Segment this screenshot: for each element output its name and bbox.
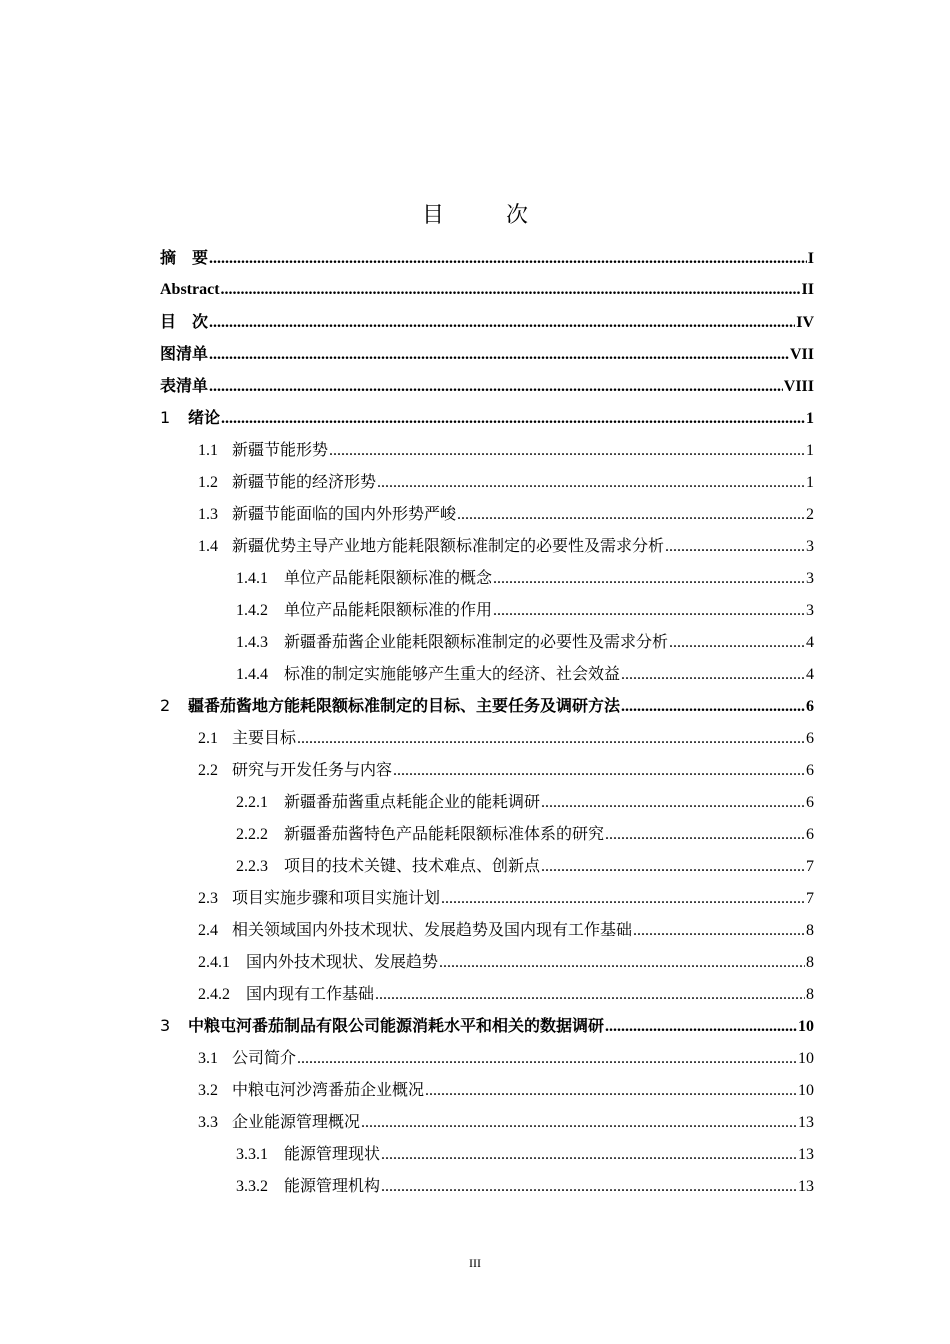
toc-entry-title: 标准的制定实施能够产生重大的经济、社会效益: [284, 664, 621, 683]
dot-leader: [381, 1139, 797, 1171]
toc-entry[interactable]: [160, 402, 814, 434]
toc-entry-number: 1: [160, 408, 171, 427]
toc-entry-title: 新疆节能面临的国内外形势严峻: [232, 504, 457, 523]
toc-entry-page: 2: [806, 506, 814, 523]
dot-leader: [457, 499, 805, 531]
toc-entry-page: 6: [806, 794, 814, 811]
dot-leader: [209, 307, 795, 339]
toc-entry-number: 2.3: [198, 890, 218, 907]
toc-entry[interactable]: [160, 498, 814, 530]
toc-entry[interactable]: [160, 882, 814, 914]
toc-entry[interactable]: [160, 914, 814, 946]
toc-entry[interactable]: [160, 1106, 814, 1138]
toc-entry-page: IV: [796, 314, 814, 331]
toc-entry-title: 新疆番茄酱重点耗能企业的能耗调研: [284, 792, 541, 811]
toc-entry-title: 单位产品能耗限额标准的作用: [284, 600, 493, 619]
toc-entry-page: 13: [798, 1178, 814, 1195]
toc-entry-page: 8: [806, 922, 814, 939]
toc-entry-number: 1.4.2: [236, 602, 268, 619]
toc-entry-page: VII: [789, 346, 814, 363]
toc-entry-number: 1.1: [198, 442, 218, 459]
toc-entry-title: 新疆优势主导产业地方能耗限额标准制定的必要性及需求分析: [232, 536, 665, 555]
dot-leader: [221, 274, 801, 306]
page-number: III: [469, 1256, 481, 1270]
dot-leader: [439, 947, 805, 979]
dot-leader: [621, 691, 805, 723]
dot-leader: [541, 851, 805, 883]
dot-leader: [375, 979, 805, 1011]
toc-entry-page: I: [807, 250, 814, 267]
toc-entry[interactable]: [160, 306, 814, 338]
toc-entry-page: 1: [806, 442, 814, 459]
toc-entry-page: 1: [806, 410, 814, 427]
toc-entry-page: 6: [806, 698, 814, 715]
toc-entry-page: 8: [806, 986, 814, 1003]
toc-entry-number: 1.4.4: [236, 666, 268, 683]
toc-entry-page: 8: [806, 954, 814, 971]
dot-leader: [377, 467, 805, 499]
toc-entry-number: 2.1: [198, 730, 218, 747]
toc-entry[interactable]: [160, 370, 814, 402]
dot-leader: [297, 1043, 797, 1075]
toc-entry-number: 1.4: [198, 538, 218, 555]
toc-entry-page: 4: [806, 634, 814, 651]
toc-entry-title: 图清单: [160, 344, 209, 363]
toc-entry-number: 2.4: [198, 922, 218, 939]
toc-entry[interactable]: [160, 690, 814, 722]
toc-entry[interactable]: [160, 754, 814, 786]
toc-entry-page: 13: [798, 1114, 814, 1131]
dot-leader: [381, 1171, 797, 1203]
toc-entry[interactable]: [160, 1170, 814, 1202]
toc-entry-title: 项目实施步骤和项目实施计划: [232, 888, 441, 907]
toc-entry[interactable]: [160, 466, 814, 498]
toc-entry[interactable]: [160, 786, 814, 818]
toc-entry-page: 7: [806, 890, 814, 907]
toc-entry[interactable]: [160, 818, 814, 850]
dot-leader: [493, 563, 805, 595]
dot-leader: [441, 883, 805, 915]
toc-entry[interactable]: [160, 338, 814, 370]
toc-entry-page: 10: [798, 1018, 814, 1035]
toc-entry[interactable]: [160, 1074, 814, 1106]
dot-leader: [209, 243, 807, 275]
toc-entry[interactable]: [160, 434, 814, 466]
toc-entry-number: 3.2: [198, 1082, 218, 1099]
toc-entry-title: 绪论: [188, 408, 221, 427]
toc-entry-number: 1.2: [198, 474, 218, 491]
toc-entry-number: 3.3.1: [236, 1146, 268, 1163]
toc-entry-title: 表清单: [160, 376, 209, 395]
toc-entry-title: 能源管理现状: [284, 1144, 381, 1163]
toc-entry-title: 企业能源管理概况: [232, 1112, 361, 1131]
dot-leader: [297, 723, 805, 755]
toc-entry-number: 2.2.2: [236, 826, 268, 843]
toc-entry[interactable]: [160, 850, 814, 882]
dot-leader: [493, 595, 805, 627]
toc-entry-page: 3: [806, 570, 814, 587]
toc-entry-page: 6: [806, 730, 814, 747]
toc-entry-title: 新疆节能形势: [232, 440, 329, 459]
toc-entry-number: 2.2.3: [236, 858, 268, 875]
toc-entry[interactable]: [160, 1010, 814, 1042]
toc-entry-number: 1.4.3: [236, 634, 268, 651]
toc-entry-title: 新疆番茄酱特色产品能耗限额标准体系的研究: [284, 824, 605, 843]
toc-entry[interactable]: [160, 1042, 814, 1074]
toc-entry-title: 研究与开发任务与内容: [232, 760, 393, 779]
toc-entry[interactable]: [160, 946, 814, 978]
toc-entry-page: 3: [806, 538, 814, 555]
dot-leader: [393, 755, 805, 787]
toc-entry-page: VIII: [783, 378, 814, 395]
toc-entry[interactable]: [160, 978, 814, 1010]
toc-entry-page: 10: [798, 1082, 814, 1099]
toc-entry[interactable]: [160, 658, 814, 690]
dot-leader: [425, 1075, 797, 1107]
toc-title: 目 次: [421, 203, 548, 228]
toc-entry-number: 3.3: [198, 1114, 218, 1131]
toc-entry-page: 7: [806, 858, 814, 875]
toc-entry-title: 摘 要: [160, 248, 209, 267]
toc-entry-title: 相关领域国内外技术现状、发展趋势及国内现有工作基础: [232, 920, 633, 939]
toc-entry-number: 3.1: [198, 1050, 218, 1067]
dot-leader: [209, 371, 783, 403]
dot-leader: [605, 1011, 797, 1043]
toc-entry-title: 疆番茄酱地方能耗限额标准制定的目标、主要任务及调研方法: [188, 696, 621, 715]
dot-leader: [621, 659, 805, 691]
dot-leader: [221, 403, 805, 435]
toc-entry-title: 国内现有工作基础: [246, 984, 375, 1003]
toc-entry-page: 13: [798, 1146, 814, 1163]
toc-entry-page: 1: [806, 474, 814, 491]
dot-leader: [669, 627, 805, 659]
toc-entry-number: 2.4.1: [198, 954, 230, 971]
dot-leader: [209, 339, 789, 371]
toc-entry[interactable]: [160, 1138, 814, 1170]
toc-entry[interactable]: [160, 242, 814, 274]
toc-entry-page: 4: [806, 666, 814, 683]
toc-entry-title: 中粮屯河番茄制品有限公司能源消耗水平和相关的数据调研: [188, 1016, 605, 1035]
toc-entry-page: 3: [806, 602, 814, 619]
toc-entry[interactable]: [160, 626, 814, 658]
toc-entry[interactable]: [160, 274, 814, 306]
dot-leader: [665, 531, 805, 563]
toc-entry-title: 目 次: [160, 312, 209, 331]
toc-entry-page: 6: [806, 826, 814, 843]
dot-leader: [329, 435, 805, 467]
toc-entry-page: 10: [798, 1050, 814, 1067]
toc-entry-page: II: [801, 281, 814, 298]
dot-leader: [633, 915, 805, 947]
dot-leader: [541, 787, 805, 819]
toc-entry-title: 国内外技术现状、发展趋势: [246, 952, 439, 971]
toc-entry-number: 2.4.2: [198, 986, 230, 1003]
toc-entry[interactable]: [160, 562, 814, 594]
toc-entry-number: 3: [160, 1016, 171, 1035]
toc-entry[interactable]: [160, 594, 814, 626]
toc-entry[interactable]: [160, 722, 814, 754]
toc-list: [160, 242, 814, 1202]
dot-leader: [361, 1107, 797, 1139]
toc-entry-number: 1.4.1: [236, 570, 268, 587]
toc-entry-number: 1.3: [198, 506, 218, 523]
toc-entry-title: 新疆节能的经济形势: [232, 472, 377, 491]
toc-entry-page: 6: [806, 762, 814, 779]
toc-entry-number: 2: [160, 696, 171, 715]
dot-leader: [605, 819, 805, 851]
toc-entry-number: 3.3.2: [236, 1178, 268, 1195]
toc-entry-title: 公司简介: [232, 1048, 297, 1067]
toc-entry-title: 能源管理机构: [284, 1176, 381, 1195]
toc-entry-number: 2.2.1: [236, 794, 268, 811]
toc-entry-title: 单位产品能耗限额标准的概念: [284, 568, 493, 587]
toc-entry-number: 2.2: [198, 762, 218, 779]
toc-entry[interactable]: [160, 530, 814, 562]
toc-entry-title: 主要目标: [232, 728, 297, 747]
toc-entry-title: 新疆番茄酱企业能耗限额标准制定的必要性及需求分析: [284, 632, 669, 651]
toc-entry-title: 中粮屯河沙湾番茄企业概况: [232, 1080, 425, 1099]
toc-entry-title: 项目的技术关键、技术难点、创新点: [284, 856, 541, 875]
toc-entry-title: Abstract: [160, 281, 220, 298]
